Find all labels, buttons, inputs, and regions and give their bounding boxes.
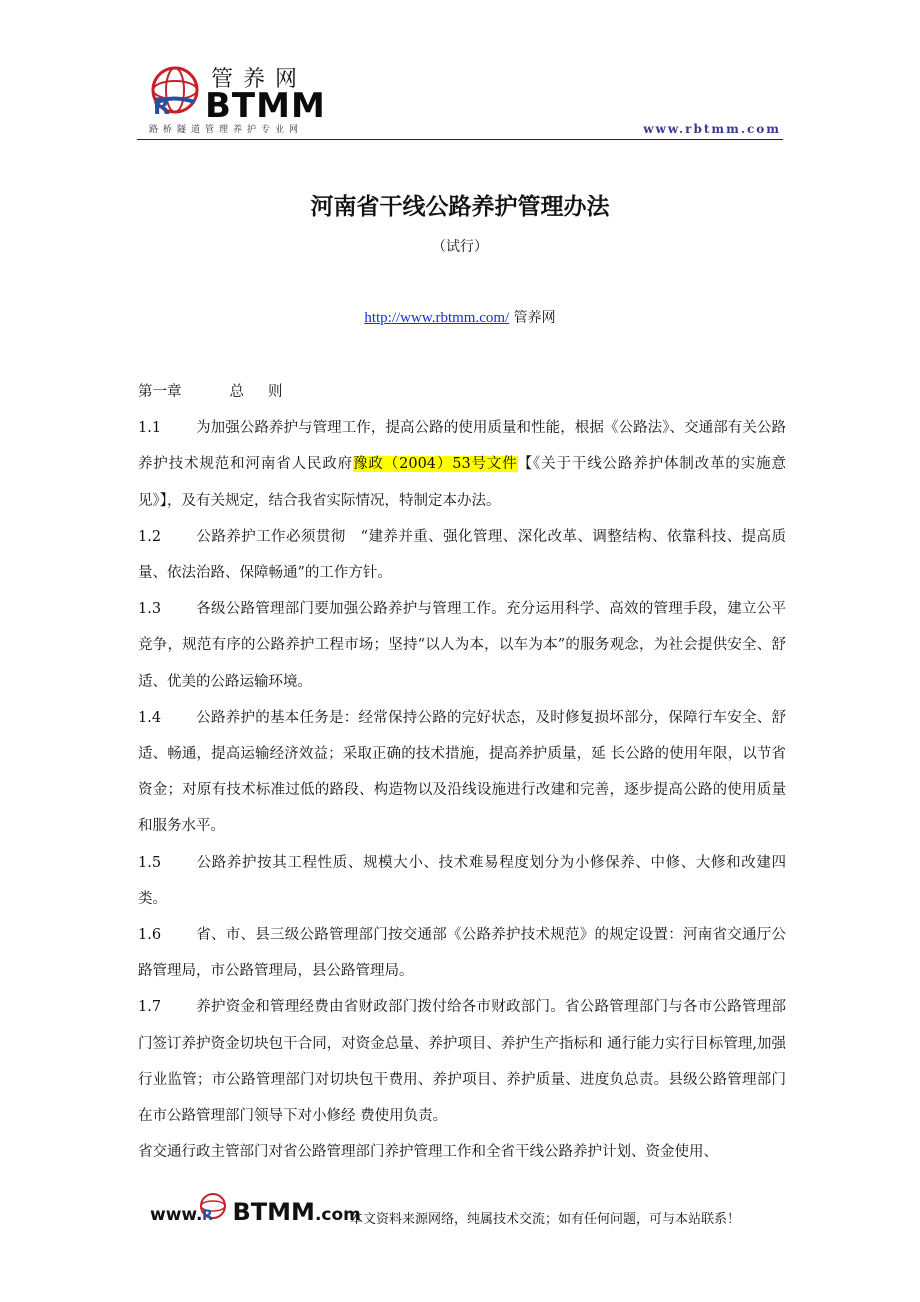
clause-number: 1.5 [138, 854, 162, 871]
source-link[interactable]: http://www.rbtmm.com/ [364, 310, 510, 326]
clause-paragraph [138, 845, 786, 917]
clause-number: 1.6 [138, 927, 162, 944]
clause-text: 各级公路管理部门要加强公路养护与管理工作。充分运用科学、高效的管理手段，建立公平竞争，规范有序的公路养护工程市场；坚持“以人为本，以车为本”的服务观念，为社会提供安全、舒适、优美的公路运输环境。 [138, 601, 786, 690]
clause-text-continued: 【《关于干线公路养护体制改革的实施意见》】，及有关规定，结合我省实际情况，特制定本办法。 [138, 456, 787, 509]
clause-number: 1.4 [138, 709, 162, 726]
chapter-word-2: 则 [268, 384, 283, 400]
svg-text:R: R [202, 1208, 213, 1222]
chapter-label: 第一章 [138, 384, 182, 400]
clause-number: 1.1 [138, 420, 162, 437]
footer-brand[interactable] [150, 1198, 361, 1226]
svg-text:R: R [153, 95, 170, 116]
clause-text: 省、市、县三级公路管理部门按交通部《公路养护技术规范》的规定设置：河南省交通厅公路管理局，市公路管理局，县公路管理局。 [138, 927, 786, 980]
clause-paragraph [138, 700, 786, 845]
footer-globe-icon [198, 1192, 228, 1222]
footer-brand-name: BTMM [232, 1198, 315, 1226]
footer-brand-suffix: .com [314, 1205, 361, 1225]
clause-text: 公路养护的基本任务是：经常保持公路的完好状态，及时修复损坏部分，保障行车安全、舒适、畅通，提高运输经济效益；采取正确的技术措施，提高养护质量，延 长公路的使用年限，以节省资金；对原有技术标准过低的路段、构造物以及沿线设施进行改建和完善，逐步提高公路的使用质量和服务水平。 [138, 709, 786, 835]
source-name: 管养网 [513, 310, 556, 326]
clause-paragraph [138, 917, 786, 989]
source-line [0, 307, 920, 327]
document-title: 河南省干线公路养护管理办法 [310, 194, 610, 220]
document-subtitle: （试行） [432, 239, 488, 255]
site-logo[interactable] [149, 60, 359, 140]
clause-paragraph [138, 410, 786, 519]
clause-number: 1.7 [138, 999, 162, 1016]
clause-number: 1.2 [138, 528, 162, 545]
footer-brand-prefix: www. [150, 1205, 203, 1225]
chapter-heading [138, 374, 786, 410]
clause-text: 公路养护按其工程性质、规模大小、技术难易程度划分为小修保养、中修、大修和改建四类。 [138, 854, 786, 907]
clause-paragraph [138, 519, 786, 591]
clause-text: 养护资金和管理经费由省财政部门拨付给各市财政部门。省公路管理部门与各市公路管理部门签订养护资金切块包干合同，对资金总量、养护项目、养护生产指标和 通行能力实行目标管理,加强行业监管；市公路管理部门对切块包干费用、养护项目、养护质量、进度负总责。县级公路管理部门在市公路管理部门领导下对小修经 费使用负责。 [138, 999, 786, 1125]
clause-paragraph [138, 591, 786, 700]
logo-tagline: 路桥隧道管理养护专业网 [149, 125, 304, 135]
highlighted-reference: 豫政（2004）53号文件 [353, 456, 518, 473]
globe-logo-icon [149, 64, 201, 116]
trailing-paragraph: 省交通行政主管部门对省公路管理部门养护管理工作和全省干线公路养护计划、资金使用、 [138, 1144, 718, 1161]
clause-text: 公路养护工作必须贯彻 “建养并重、强化管理、深化改革、调整结构、依靠科技、提高质量、依法治路、保障畅通”的工作方针。 [138, 528, 786, 582]
document-body [138, 374, 786, 1170]
logo-chinese-name: 管养网 [211, 67, 308, 92]
page-footer [150, 1192, 790, 1232]
logo-brand: BTMM [205, 86, 326, 126]
page-header [137, 60, 783, 142]
clause-paragraph [138, 989, 786, 1134]
clause-number: 1.3 [138, 601, 162, 618]
footer-note: 本文资料来源网络，纯属技术交流；如有任何问题，可与本站联系！ [350, 1212, 741, 1227]
site-url-link[interactable]: www.rbtmm.com [643, 122, 781, 136]
clause-text: 为加强公路养护与管理工作，提高公路的使用质量和性能，根据《公路法》、交通部有关公路养护技术规范和河南省人民政府 [138, 420, 786, 473]
chapter-word-1: 总 [229, 384, 244, 400]
header-divider [137, 139, 783, 140]
